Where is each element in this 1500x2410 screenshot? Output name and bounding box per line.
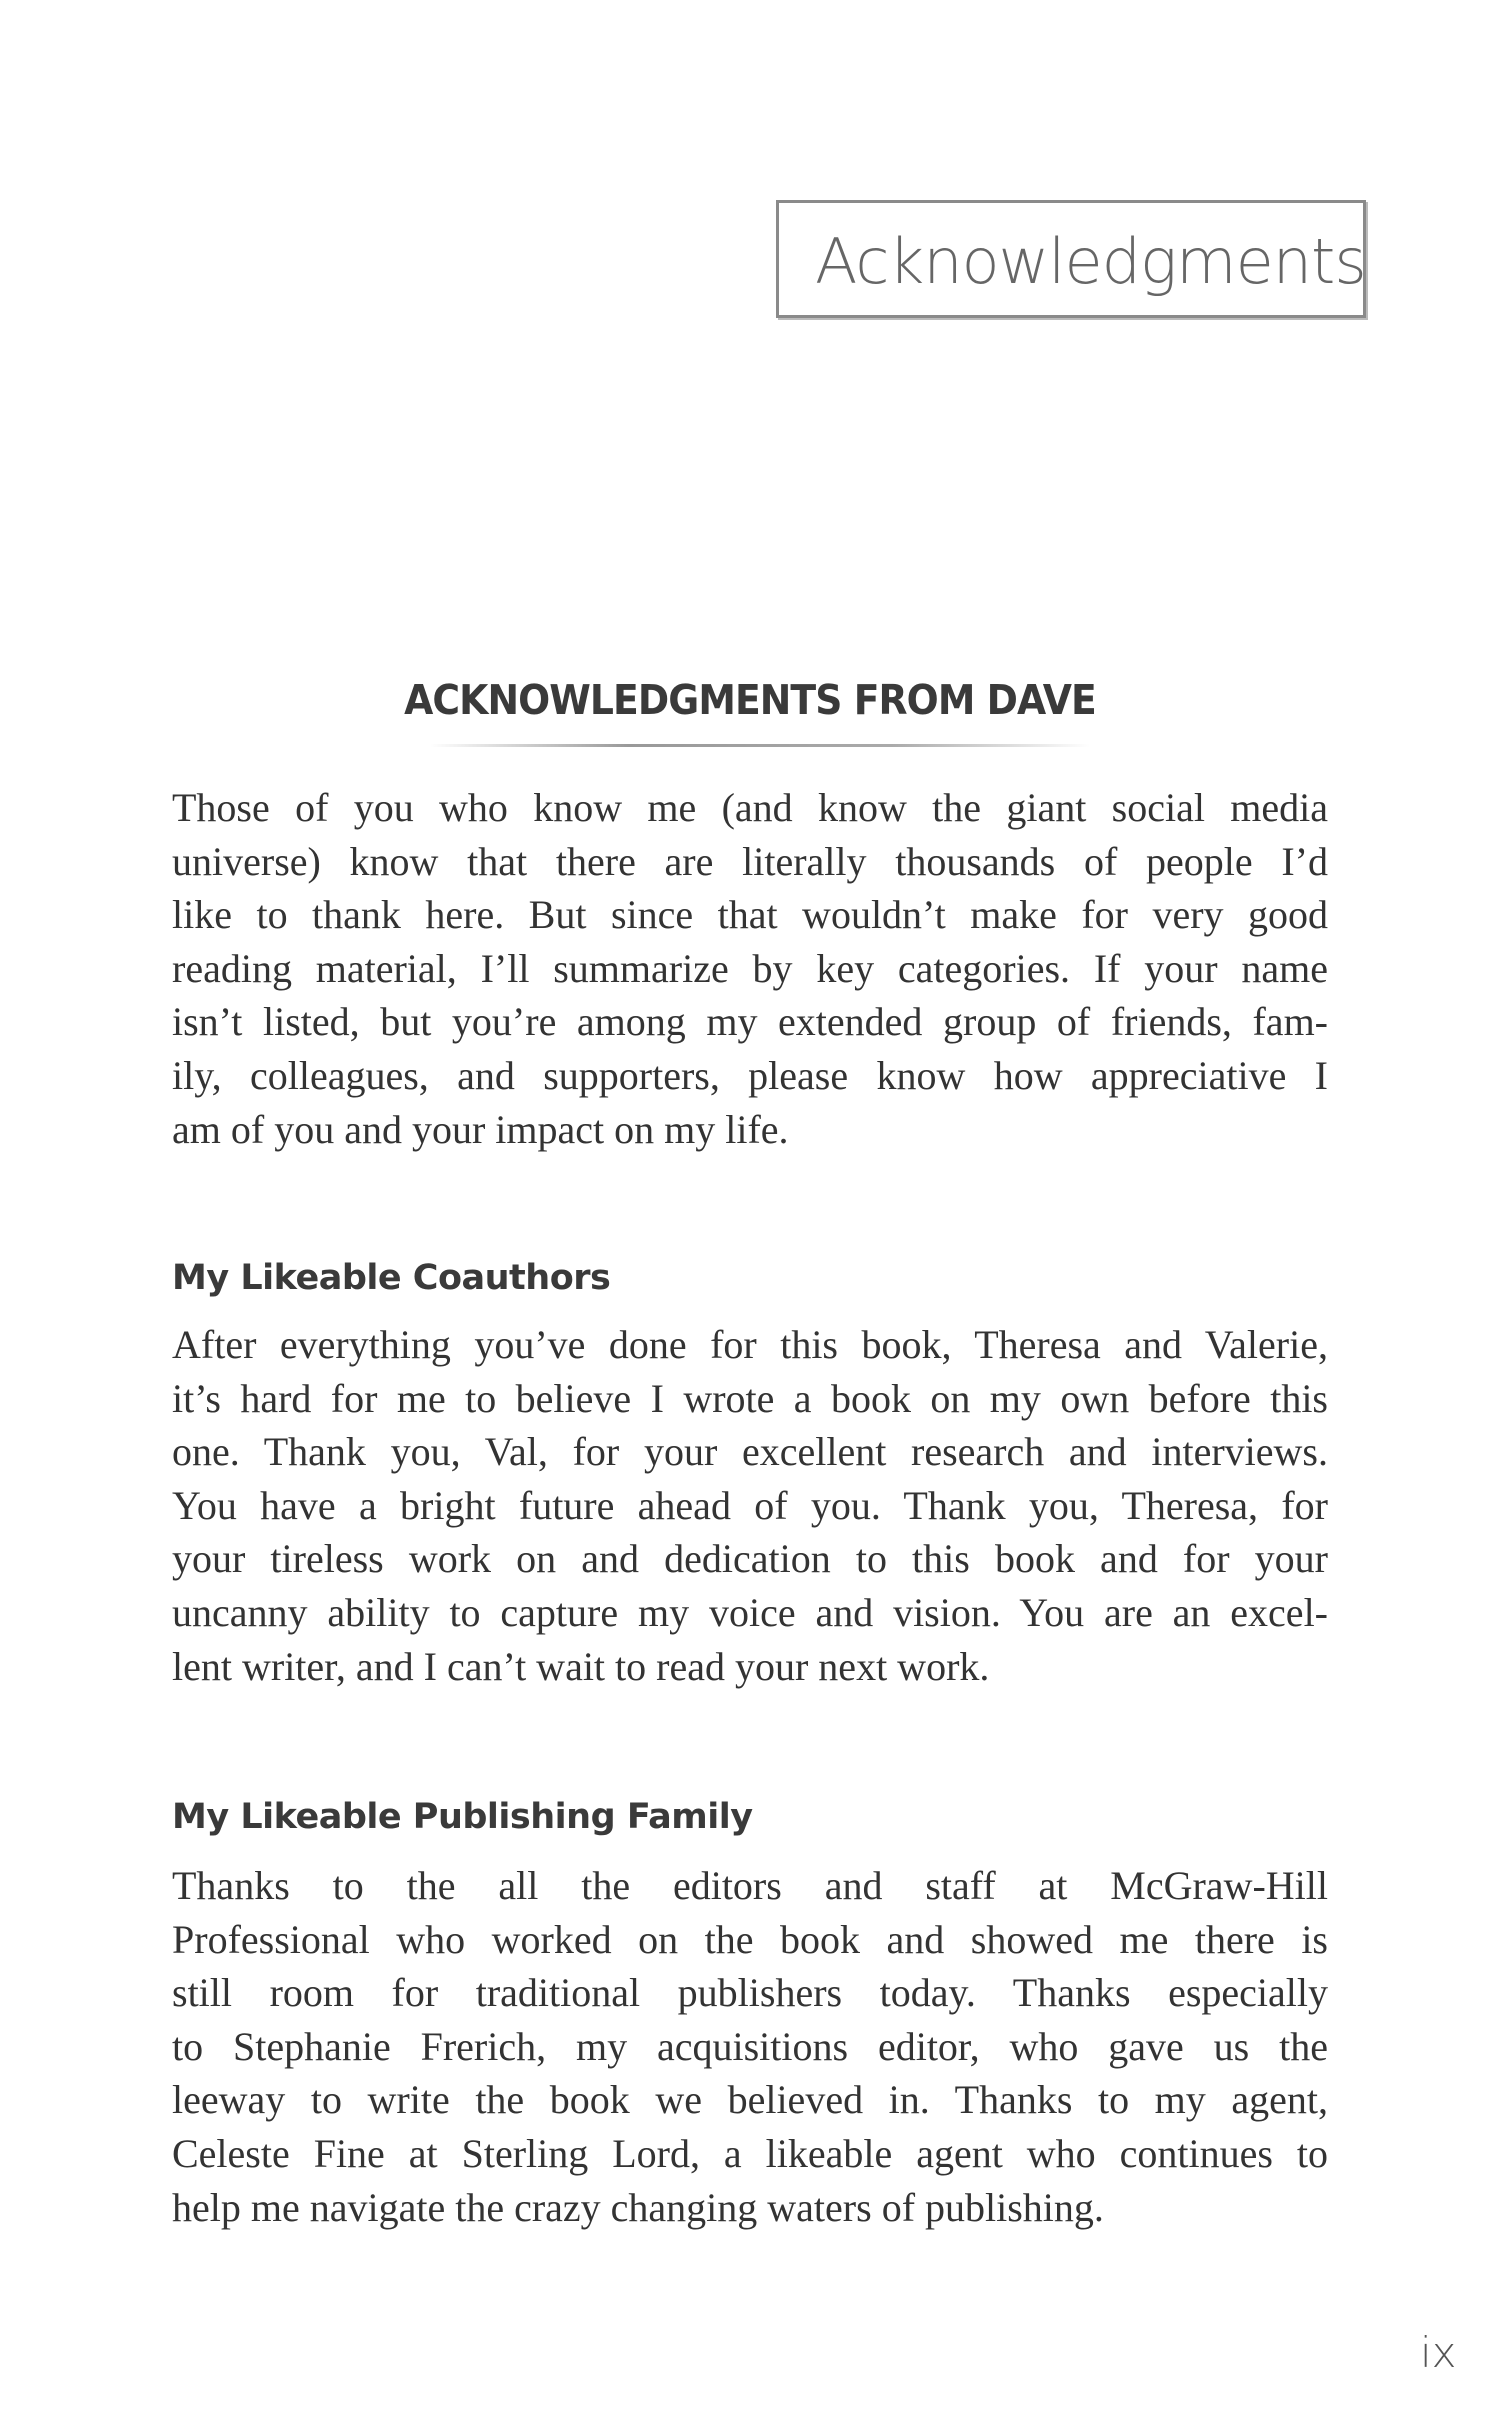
text-line: one. Thank you, Val, for your excellent research and interviews. [172, 1429, 1328, 1475]
page-number: ix [1420, 2328, 1457, 2377]
text-line: universe) know that there are literally thousands of people I’d [172, 838, 1328, 884]
intro-paragraph [172, 781, 1328, 1156]
text-line: Celeste Fine at Sterling Lord, a likeable agent who continues to [172, 2130, 1328, 2176]
text-line: Those of you who know me (and know the giant social media [172, 785, 1328, 830]
text-line: like to thank here. But since that wouldn’t make for very good [172, 892, 1328, 938]
text-line: After everything you’ve done for this book, Theresa and Valerie, [172, 1322, 1328, 1367]
text-line: reading material, I’ll summarize by key categories. If your name [172, 945, 1328, 991]
coauthors-paragraph [172, 1318, 1328, 1693]
text-line: Thanks to the all the editors and staff at McGraw-Hill [172, 1863, 1328, 1908]
text-line: still room for traditional publishers today. Thanks especially [172, 1970, 1328, 2016]
chapter-title-box [776, 200, 1366, 318]
text-line: You have a bright future ahead of you. Thank you, Theresa, for [172, 1482, 1328, 1528]
text-line: leeway to write the book we believed in. Thanks to my agent, [172, 2077, 1328, 2123]
text-line: to Stephanie Frerich, my acquisitions editor, who gave us the [172, 2023, 1328, 2069]
publishing-paragraph [172, 1859, 1328, 2234]
subsection-title-publishing: My Likeable Publishing Family [172, 1797, 753, 1837]
chapter-title: Acknowledgments [815, 225, 1366, 298]
text-line: Professional who worked on the book and showed me there is [172, 1916, 1328, 1962]
subsection-title-coauthors: My Likeable Coauthors [172, 1258, 611, 1298]
text-line: isn’t listed, but you’re among my extended group of friends, fam- [172, 999, 1328, 1045]
text-line: help me navigate the crazy changing waters of publishing. [172, 2184, 1104, 2230]
heading-divider [430, 744, 1090, 747]
section-heading: ACKNOWLEDGMENTS FROM DAVE [404, 676, 1096, 724]
text-line: am of you and your impact on my life. [172, 1106, 789, 1152]
text-line: your tireless work on and dedication to this book and for your [172, 1536, 1328, 1582]
text-line: uncanny ability to capture my voice and vision. You are an excel- [172, 1589, 1328, 1635]
text-line: it’s hard for me to believe I wrote a book on my own before this [172, 1375, 1328, 1421]
text-line: lent writer, and I can’t wait to read your next work. [172, 1643, 990, 1689]
text-line: ily, colleagues, and supporters, please know how appreciative I [172, 1052, 1328, 1098]
